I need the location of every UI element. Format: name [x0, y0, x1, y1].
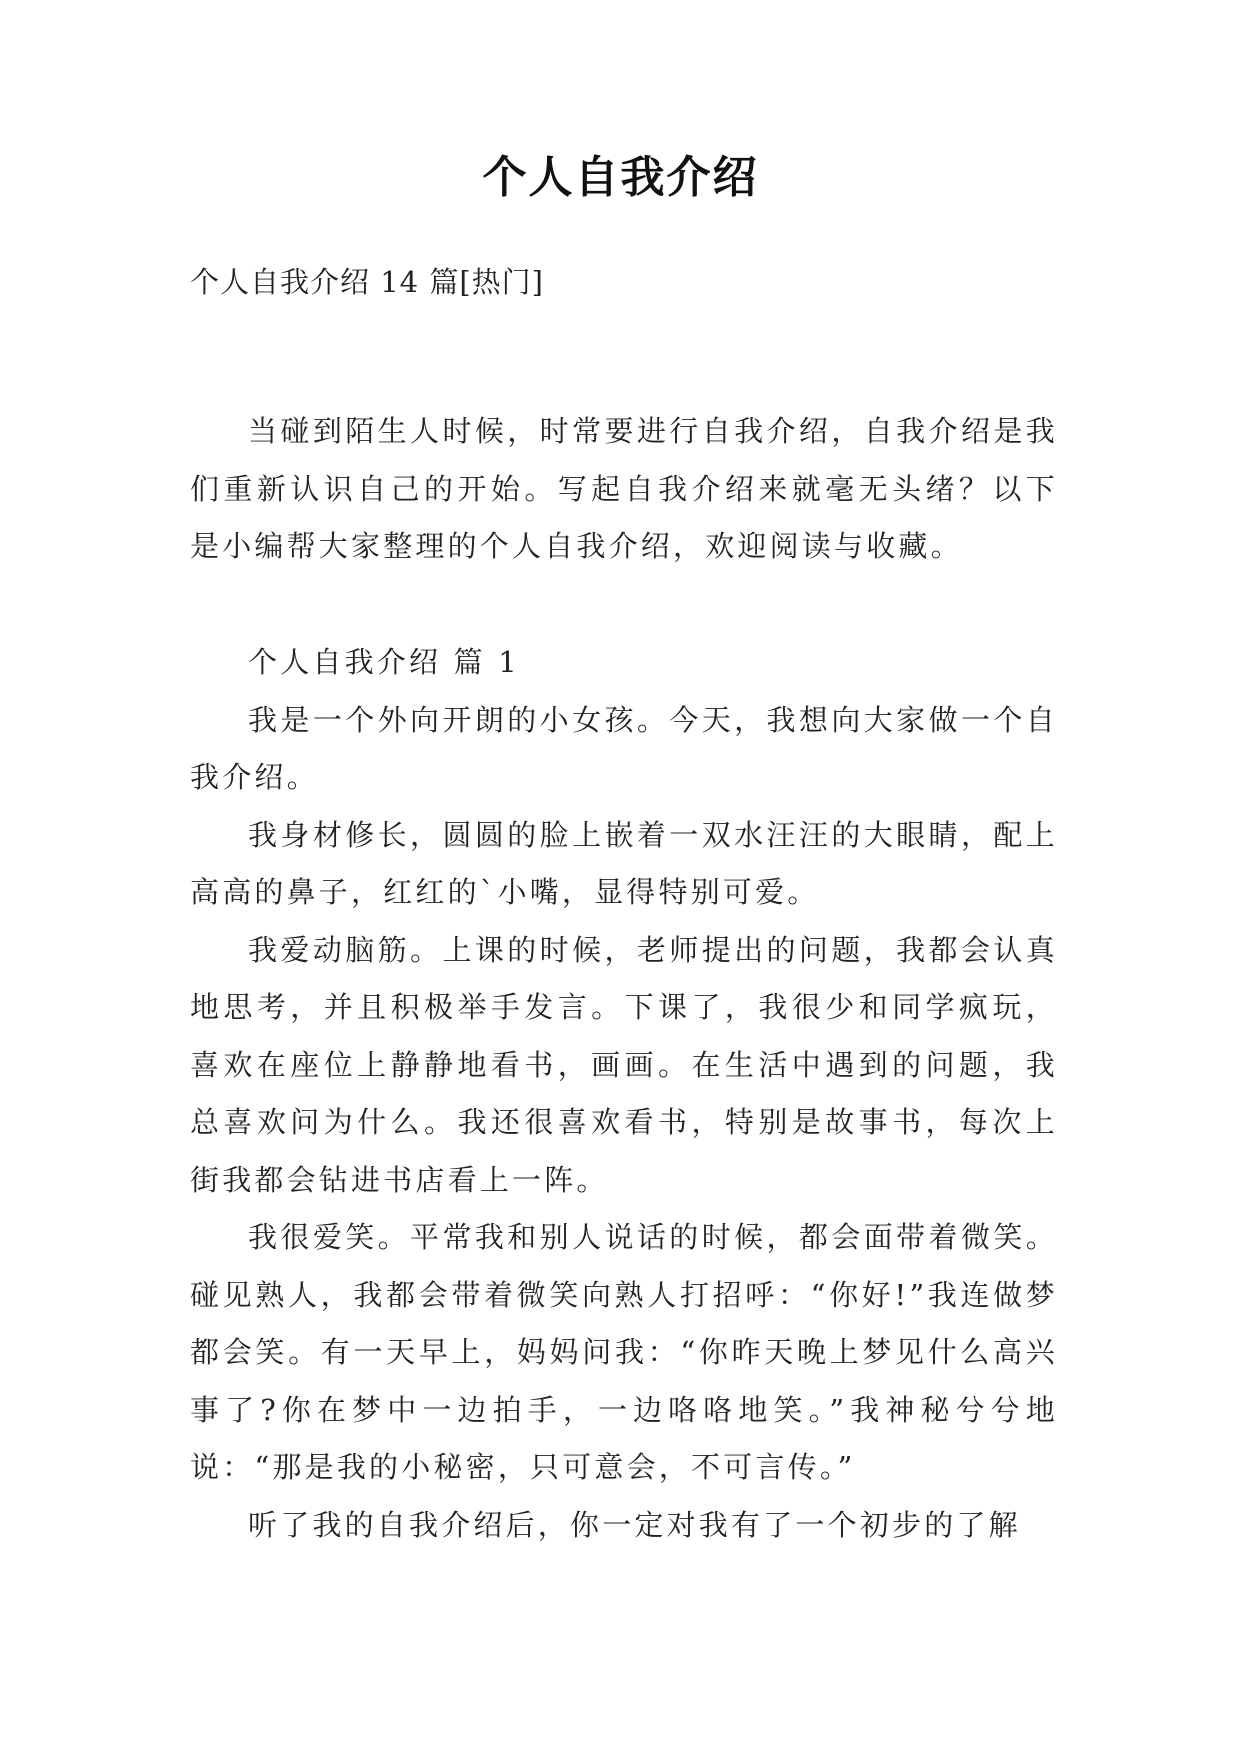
paragraph-4: 我很爱笑。平常我和别人说话的时候，都会面带着微笑。碰见熟人，我都会带着微笑向熟人打招呼：“你好!”我连做梦都会笑。有一天早上，妈妈问我：“你昨天晚上梦见什么高兴事了?你在梦中一边拍手，一边咯咯地笑。”我神秘兮兮地说：“那是我的小秘密，只可意会，不可言传。” — [190, 1220, 1058, 1484]
paragraph-2: 我身材修长，圆圆的脸上嵌着一双水汪汪的大眼睛，配上高高的鼻子，红红的`小嘴，显得特别可爱。 — [190, 817, 1058, 909]
intro-paragraph — [190, 403, 1058, 576]
document-title: 个人自我介绍 — [482, 152, 759, 203]
paragraph-5: 听了我的自我介绍后，你一定对我有了一个初步的了解 — [248, 1507, 1021, 1542]
article-section-1 — [190, 634, 1058, 1554]
paragraph-1: 我是一个外向开朗的小女孩。今天，我想向大家做一个自我介绍。 — [190, 702, 1058, 794]
section-heading: 个人自我介绍 篇 1 — [248, 645, 520, 679]
document-subtitle: 个人自我介绍 14 篇[热门] — [190, 265, 544, 299]
paragraph-3: 我爱动脑筋。上课的时候，老师提出的问题，我都会认真地思考，并且积极举手发言。下课了，我很少和同学疯玩，喜欢在座位上静静地看书，画画。在生活中遇到的问题，我总喜欢问为什么。我还很喜欢看书，特别是故事书，每次上街我都会钻进书店看上一阵。 — [190, 932, 1058, 1197]
intro-text: 当碰到陌生人时候，时常要进行自我介绍，自我介绍是我们重新认识自己的开始。写起自我介绍来就毫无头绪？以下是小编帮大家整理的个人自我介绍，欢迎阅读与收藏。 — [190, 414, 1058, 563]
